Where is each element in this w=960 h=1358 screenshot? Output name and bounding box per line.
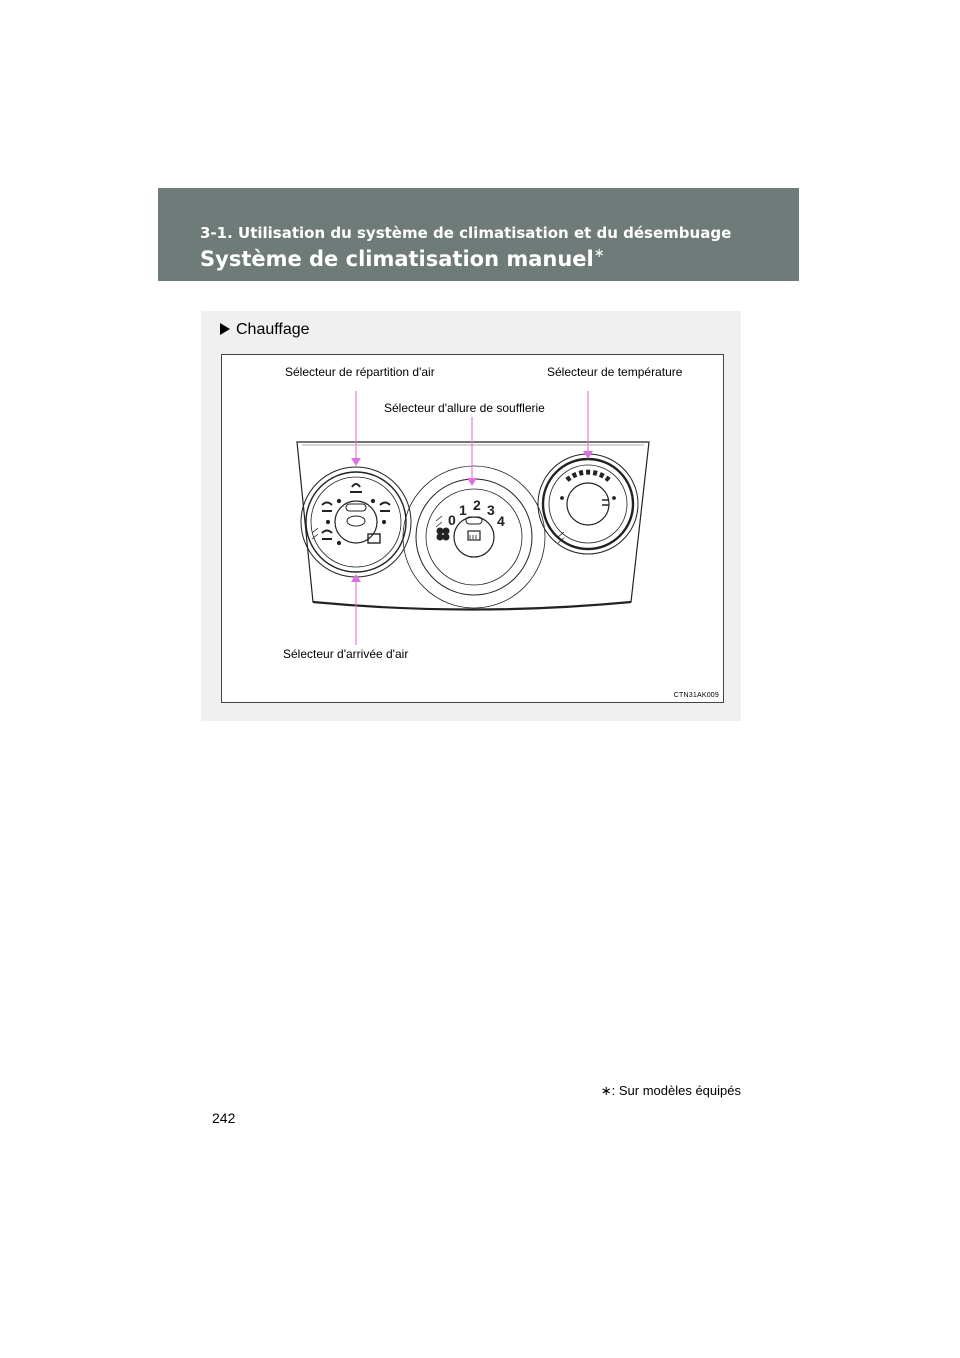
section-title: 3-1. Utilisation du système de climatisation et du désembuage (200, 224, 732, 242)
footnote-text: : Sur modèles équipés (611, 1083, 741, 1098)
triangle-bullet-icon (220, 323, 230, 335)
page-title-text: Système de climatisation manuel (200, 247, 594, 271)
panel-heading (220, 321, 310, 339)
fan-speed-0: 0 (448, 512, 456, 528)
page-number: 242 (212, 1110, 236, 1126)
chapter-header (158, 188, 799, 281)
title-asterisk: ∗ (593, 246, 605, 261)
heating-panel (201, 311, 741, 721)
image-code: CTN31AK009 (673, 692, 719, 699)
fan-speed-3: 3 (487, 502, 495, 518)
label-air-distribution: Sélecteur de répartition d'air (285, 365, 435, 379)
label-air-intake: Sélecteur d'arrivée d'air (283, 647, 409, 661)
fan-speed-1: 1 (459, 502, 467, 518)
label-temperature: Sélecteur de température (547, 365, 683, 379)
fan-speed-4: 4 (497, 513, 505, 529)
fan-speed-2: 2 (473, 497, 481, 513)
footnote-asterisk: ∗ (600, 1083, 612, 1098)
panel-heading-text: Chauffage (236, 321, 310, 338)
control-panel-figure (221, 354, 724, 703)
label-fan-speed: Sélecteur d'allure de soufflerie (384, 401, 545, 415)
footnote (601, 1083, 741, 1099)
page-title (200, 246, 605, 271)
